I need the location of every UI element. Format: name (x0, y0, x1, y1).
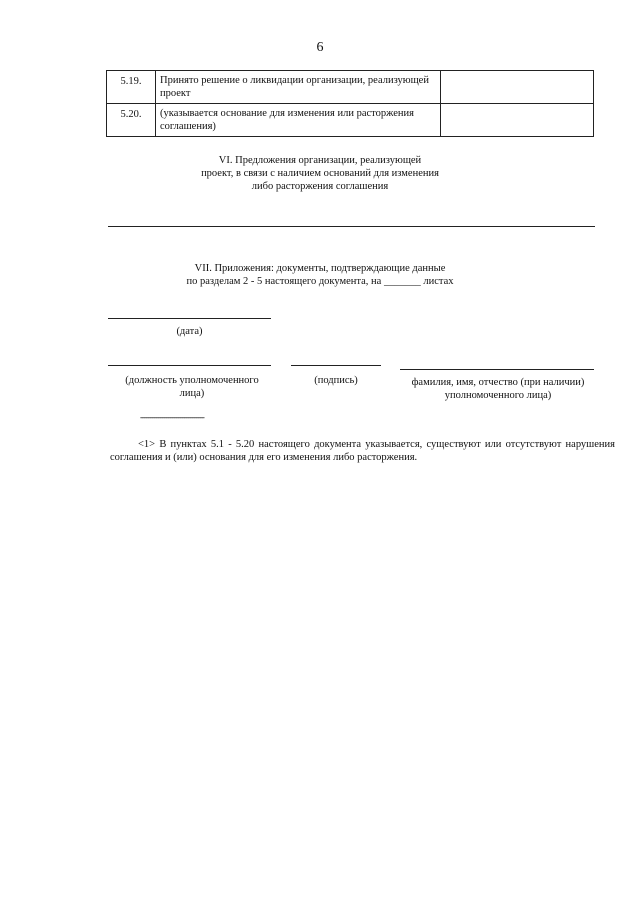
position-line (108, 365, 271, 366)
row-value (441, 71, 594, 104)
section-6-line: проект, в связи с наличием оснований для изменения (201, 168, 439, 179)
row-value (441, 104, 594, 137)
signature-label: (подпись) (314, 375, 358, 386)
row-number: 5.20. (107, 104, 156, 137)
section-7-heading (0, 262, 640, 288)
section-7-line: по разделам 2 - 5 настоящего документа, на _______ листах (186, 276, 454, 287)
signature-line (291, 365, 381, 366)
date-label: (дата) (176, 326, 203, 337)
date-line (108, 318, 271, 319)
position-label: (должность уполномоченного лица) (125, 375, 259, 399)
items-table (106, 70, 594, 137)
row-number: 5.19. (107, 71, 156, 104)
section-6-line: либо расторжения соглашения (251, 181, 389, 192)
section-6-heading (0, 154, 640, 193)
row-text: Принято решение о ликвидации организации, реализующей проект (156, 71, 441, 104)
page-number: 6 (316, 40, 324, 55)
footnote-separator: -------------------------------- (140, 412, 204, 422)
footnote-text: <1> В пунктах 5.1 - 5.20 настоящего документа указывается, существуют или отсутствуют нарушения соглашения и (или) основания для его изменения либо расторжения. (110, 439, 615, 463)
proposal-line (108, 226, 595, 227)
row-text: (указывается основание для изменения или расторжения соглашения) (156, 104, 441, 137)
section-7-line: VII. Приложения: документы, подтверждающие данные (194, 263, 446, 274)
name-label: фамилия, имя, отчество (при наличии) уполномоченного лица) (411, 377, 585, 401)
table-row (107, 71, 594, 104)
table-row (107, 104, 594, 137)
name-line (400, 369, 594, 370)
section-6-line: VI. Предложения организации, реализующей (218, 155, 422, 166)
